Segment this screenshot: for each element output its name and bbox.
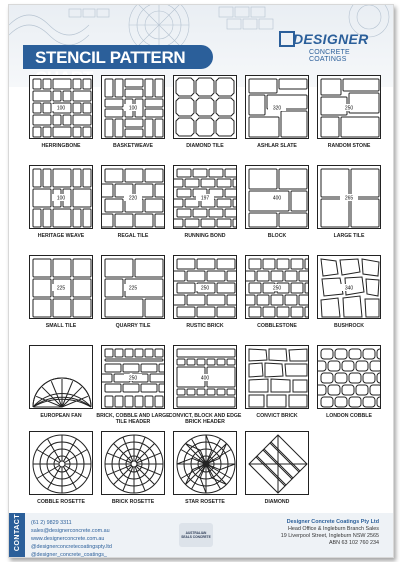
pattern-label: LARGE TILE xyxy=(333,233,365,239)
pattern-label: BASKETWEAVE xyxy=(113,143,153,149)
pattern-swatch xyxy=(317,255,381,319)
pattern-swatch xyxy=(245,431,309,495)
email-link[interactable]: sales@designerconcrete.com.au xyxy=(31,528,110,534)
dimension-marker: 220 xyxy=(128,195,138,202)
pattern-drawing xyxy=(246,166,309,229)
pattern-label: BUSHROCK xyxy=(334,323,364,329)
pattern-drawing xyxy=(30,346,93,409)
street-text: 19 Liverpool Street, Ingleburn NSW 2565 xyxy=(280,533,379,539)
office-text: Head Office & Ingleburn Branch Sales xyxy=(288,526,379,532)
dimension-marker: 250 xyxy=(200,285,210,292)
pattern-label: STAR ROSETTE xyxy=(185,499,225,505)
pattern-drawing xyxy=(174,76,237,139)
dimension-marker: 225 xyxy=(56,285,66,292)
pattern-swatch xyxy=(29,75,93,139)
pattern-swatch xyxy=(173,255,237,319)
pattern-drawing xyxy=(246,346,309,409)
dimension-marker: 250 xyxy=(344,105,354,112)
pattern-drawing xyxy=(174,432,237,495)
pattern-swatch xyxy=(101,165,165,229)
pattern-label: RUNNING BOND xyxy=(184,233,226,239)
phone-text: (61 2) 9829 3311 xyxy=(31,520,72,526)
pattern-swatch xyxy=(101,431,165,495)
pattern-swatch xyxy=(29,255,93,319)
pattern-label: DIAMOND TILE xyxy=(186,143,224,149)
company-name: Designer Concrete Coatings Pty Ltd xyxy=(286,519,379,525)
contact-info xyxy=(31,519,112,558)
pattern-label: BRICK, COBBLE AND LARGE TILE HEADER xyxy=(96,413,170,425)
facebook-link[interactable]: @designerconcretecoatingspty.ltd xyxy=(31,544,112,550)
pattern-label: HERRINGBONE xyxy=(41,143,81,149)
pattern-label: QUARRY TILE xyxy=(115,323,151,329)
pattern-swatch xyxy=(173,345,237,409)
pattern-label: RANDOM STONE xyxy=(327,143,371,149)
pattern-label: BLOCK xyxy=(267,233,287,239)
association-badge xyxy=(179,523,213,547)
pattern-label: COBBLE ROSETTE xyxy=(37,499,85,505)
pattern-label: CONVICT BRICK xyxy=(256,413,298,419)
company-address xyxy=(281,519,379,547)
pattern-swatch xyxy=(173,165,237,229)
pattern-drawing xyxy=(318,256,381,319)
pattern-label: DIAMOND xyxy=(264,499,290,505)
pattern-chart-sheet xyxy=(8,4,394,558)
pattern-drawing xyxy=(174,256,237,319)
pattern-drawing xyxy=(30,432,93,495)
pattern-swatch xyxy=(173,75,237,139)
pattern-drawing xyxy=(30,76,93,139)
pattern-swatch xyxy=(101,345,165,409)
pattern-drawing xyxy=(318,76,381,139)
pattern-drawing xyxy=(246,432,309,495)
pattern-drawing xyxy=(174,166,237,229)
pattern-drawing xyxy=(102,256,165,319)
pattern-label: LONDON COBBLE xyxy=(326,413,372,419)
dimension-marker: 225 xyxy=(128,285,138,292)
brand-subtitle: CONCRETE COATINGS xyxy=(309,49,350,63)
dimension-marker: 100 xyxy=(128,105,138,112)
pattern-swatch xyxy=(245,255,309,319)
dimension-marker: 400 xyxy=(200,375,210,382)
pattern-swatch xyxy=(245,165,309,229)
pattern-drawing xyxy=(318,166,381,229)
pattern-label: SMALL TILE xyxy=(45,323,77,329)
pattern-drawing xyxy=(318,346,381,409)
pattern-label: COBBLESTONE xyxy=(257,323,297,329)
pattern-swatch xyxy=(317,165,381,229)
brand-name: DESIGNER xyxy=(293,31,369,47)
instagram-link[interactable]: @designer_concrete_coatings_ xyxy=(31,552,107,558)
dimension-marker: 250 xyxy=(272,285,282,292)
dimension-marker: 100 xyxy=(56,105,66,112)
dimension-marker: 340 xyxy=(344,285,354,292)
pattern-drawing xyxy=(174,346,237,409)
pattern-drawing xyxy=(246,76,309,139)
pattern-drawing xyxy=(102,346,165,409)
pattern-swatch xyxy=(245,75,309,139)
pattern-swatch xyxy=(29,165,93,229)
pattern-swatch xyxy=(317,345,381,409)
dimension-marker: 320 xyxy=(272,105,282,112)
dimension-marker: 400 xyxy=(272,195,282,202)
pattern-drawing xyxy=(246,256,309,319)
association-badge-text: AUSTRALIAN SEALS CONCRETE xyxy=(181,531,211,539)
dimension-marker: 100 xyxy=(56,195,66,202)
brand-logo xyxy=(279,31,383,63)
contact-label: CONTACT xyxy=(14,513,22,552)
contact-tab xyxy=(9,513,25,557)
title-bar xyxy=(23,45,213,69)
pattern-label: BRICK ROSETTE xyxy=(111,499,155,505)
pattern-drawing xyxy=(102,166,165,229)
pattern-drawing xyxy=(102,76,165,139)
website-link[interactable]: www.designerconcrete.com.au xyxy=(31,536,105,542)
pattern-label: CONVICT, BLOCK AND EDGE BRICK HEADER xyxy=(168,413,242,425)
pattern-swatch xyxy=(173,431,237,495)
pattern-drawing xyxy=(30,256,93,319)
pattern-label: ASHLAR SLATE xyxy=(257,143,297,149)
abn-text: ABN 63 102 760 234 xyxy=(328,540,379,546)
pattern-drawing xyxy=(30,166,93,229)
pattern-label: EUROPEAN FAN xyxy=(40,413,82,419)
dimension-marker: 250 xyxy=(128,375,138,382)
pattern-swatch xyxy=(29,431,93,495)
pattern-label: HERITAGE WEAVE xyxy=(37,233,85,239)
pattern-swatch xyxy=(245,345,309,409)
pattern-swatch xyxy=(317,75,381,139)
pattern-drawing xyxy=(102,432,165,495)
pattern-label: REGAL TILE xyxy=(117,233,149,239)
pattern-swatch xyxy=(29,345,93,409)
pattern-label: RUSTIC BRICK xyxy=(186,323,224,329)
page-title: STENCIL PATTERN xyxy=(35,48,186,67)
dimension-marker: 197 xyxy=(200,195,210,202)
pattern-swatch xyxy=(101,255,165,319)
footer xyxy=(9,513,393,557)
dimension-marker: 265 xyxy=(344,195,354,202)
pattern-swatch xyxy=(101,75,165,139)
